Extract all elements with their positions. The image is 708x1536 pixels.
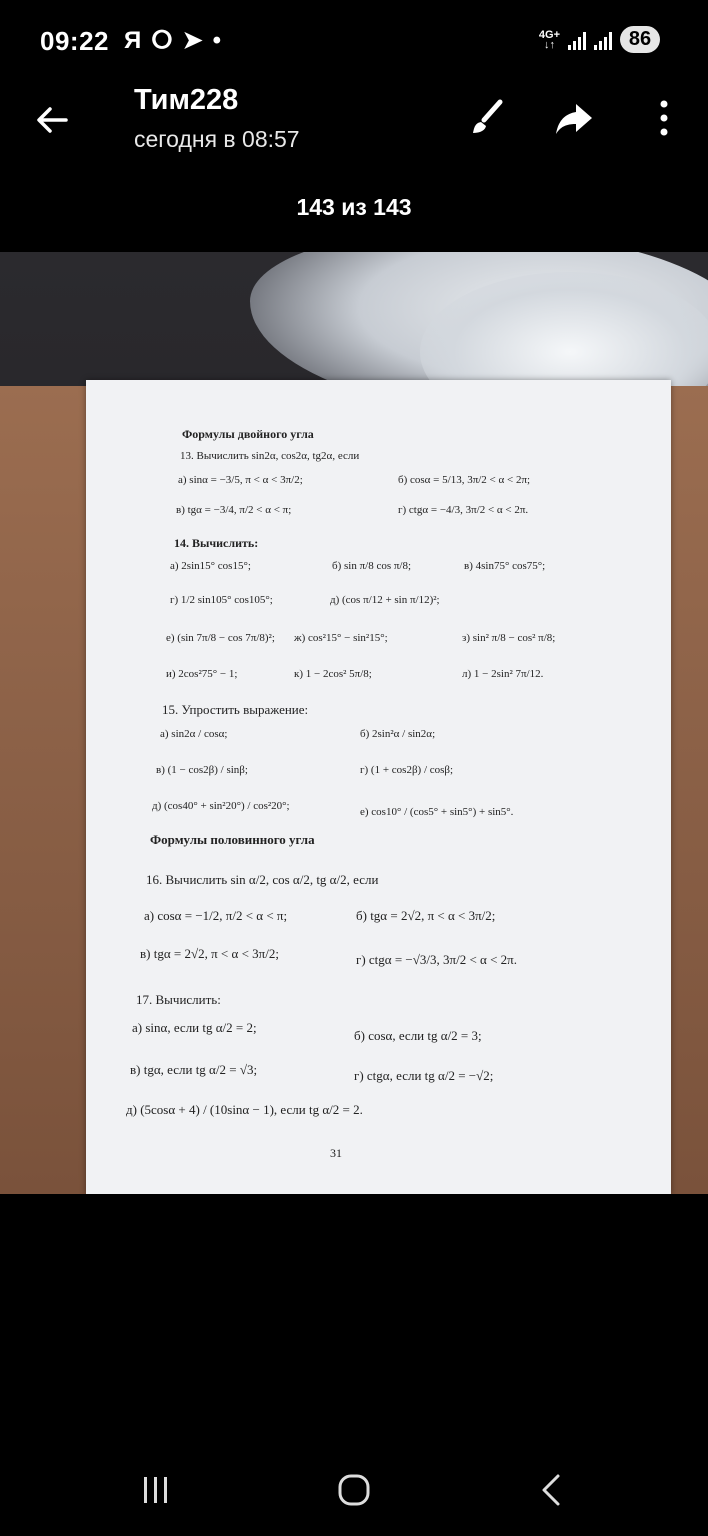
status-bar <box>0 0 708 84</box>
task-16-b: б) tgα = 2√2, π < α < 3π/2; <box>356 908 496 923</box>
heading-half-angle: Формулы половинного угла <box>150 832 315 847</box>
task-14-z: з) sin² π/8 − cos² π/8; <box>462 632 556 644</box>
task-16-v: в) tgα = 2√2, π < α < 3π/2; <box>140 946 279 961</box>
task-14-a: а) 2sin15° cos15°; <box>170 560 251 572</box>
task-13-g: г) ctgα = −4/3, 3π/2 < α < 2π. <box>398 504 529 516</box>
task-17-d: д) (5cosα + 4) / (10sinα − 1), если tg α/2 = 2. <box>126 1102 363 1117</box>
task-13-b: б) cosα = 5/13, 3π/2 < α < 2π; <box>398 474 531 486</box>
page-number: 31 <box>330 1146 342 1160</box>
task-13-v: в) tgα = −3/4, π/2 < α < π; <box>176 504 292 516</box>
recents-icon[interactable] <box>136 1470 176 1510</box>
task-14-b: б) sin π/8 cos π/8; <box>332 560 412 572</box>
status-time: 09:22 <box>40 26 109 56</box>
task-17-b: б) cosα, если tg α/2 = 3; <box>354 1028 482 1043</box>
task-15-title: 15. Упростить выражение: <box>162 702 309 717</box>
battery-icon: 86 <box>620 26 660 53</box>
task-15-a: а) sin2α / cosα; <box>160 728 228 740</box>
task-13-a: а) sinα = −3/5, π < α < 3π/2; <box>178 474 303 486</box>
task-15-d: д) (cos40° + sin²20°) / cos²20°; <box>152 800 290 812</box>
task-16-g: г) ctgα = −√3/3, 3π/2 < α < 2π. <box>356 952 517 967</box>
task-16-title: 16. Вычислить sin α/2, cos α/2, tg α/2, если <box>146 872 379 887</box>
task-14-e: е) (sin 7π/8 − cos 7π/8)²; <box>166 632 275 644</box>
task-14-title: 14. Вычислить: <box>174 536 259 550</box>
task-14-v: в) 4sin75° cos75°; <box>464 560 546 572</box>
task-15-b: б) 2sin²α / sin2α; <box>360 728 436 740</box>
image-counter: 143 из 143 <box>296 194 412 220</box>
task-17-a: а) sinα, если tg α/2 = 2; <box>132 1020 257 1035</box>
home-icon[interactable] <box>334 1470 374 1510</box>
telegram-icon: ➤ <box>182 27 203 54</box>
back-arrow-icon[interactable] <box>30 98 74 142</box>
task-14-l: л) 1 − 2sin² 7π/12. <box>462 668 544 680</box>
signal-icon-2 <box>594 30 612 50</box>
task-16-a: а) cosα = −1/2, π/2 < α < π; <box>144 908 288 923</box>
brush-icon[interactable] <box>466 96 510 140</box>
notification-icons <box>124 26 221 55</box>
task-15-v: в) (1 − cos2β) / sinβ; <box>156 764 248 776</box>
worksheet-paper <box>86 380 671 1194</box>
network-type: 4G+ ↓↑ <box>538 28 560 51</box>
system-nav-bar <box>0 1440 708 1536</box>
task-17-g: г) ctgα, если tg α/2 = −√2; <box>354 1068 494 1083</box>
task-14-d: д) (cos π/12 + sin π/12)²; <box>330 594 440 606</box>
ring-icon: ⵔ <box>151 27 173 54</box>
back-icon[interactable] <box>532 1470 572 1510</box>
dot-icon: • <box>212 26 222 54</box>
status-right <box>539 26 660 53</box>
photo-image[interactable] <box>0 252 708 1194</box>
heading-double-angle: Формулы двойного угла <box>182 427 314 441</box>
viewer-app-bar <box>0 84 708 184</box>
task-14-zh: ж) cos²15° − sin²15°; <box>294 632 388 644</box>
task-14-k: к) 1 − 2cos² 5π/8; <box>294 668 372 680</box>
task-17-title: 17. Вычислить: <box>136 992 221 1007</box>
signal-icon <box>568 30 586 50</box>
contact-name: Тим228 <box>134 84 239 116</box>
task-13-title: 13. Вычислить sin2α, cos2α, tg2α, если <box>180 450 360 462</box>
share-icon[interactable] <box>552 96 596 140</box>
task-17-v: в) tgα, если tg α/2 = √3; <box>130 1062 258 1077</box>
task-15-e: е) cos10° / (cos5° + sin5°) + sin5°. <box>360 806 514 818</box>
task-14-i: и) 2cos²75° − 1; <box>166 668 238 680</box>
task-15-g: г) (1 + cos2β) / cosβ; <box>360 764 454 776</box>
more-vert-icon[interactable] <box>642 96 686 140</box>
task-14-g: г) 1/2 sin105° cos105°; <box>170 594 273 606</box>
message-timestamp: сегодня в 08:57 <box>134 126 300 152</box>
yandex-icon: Я <box>124 26 142 54</box>
